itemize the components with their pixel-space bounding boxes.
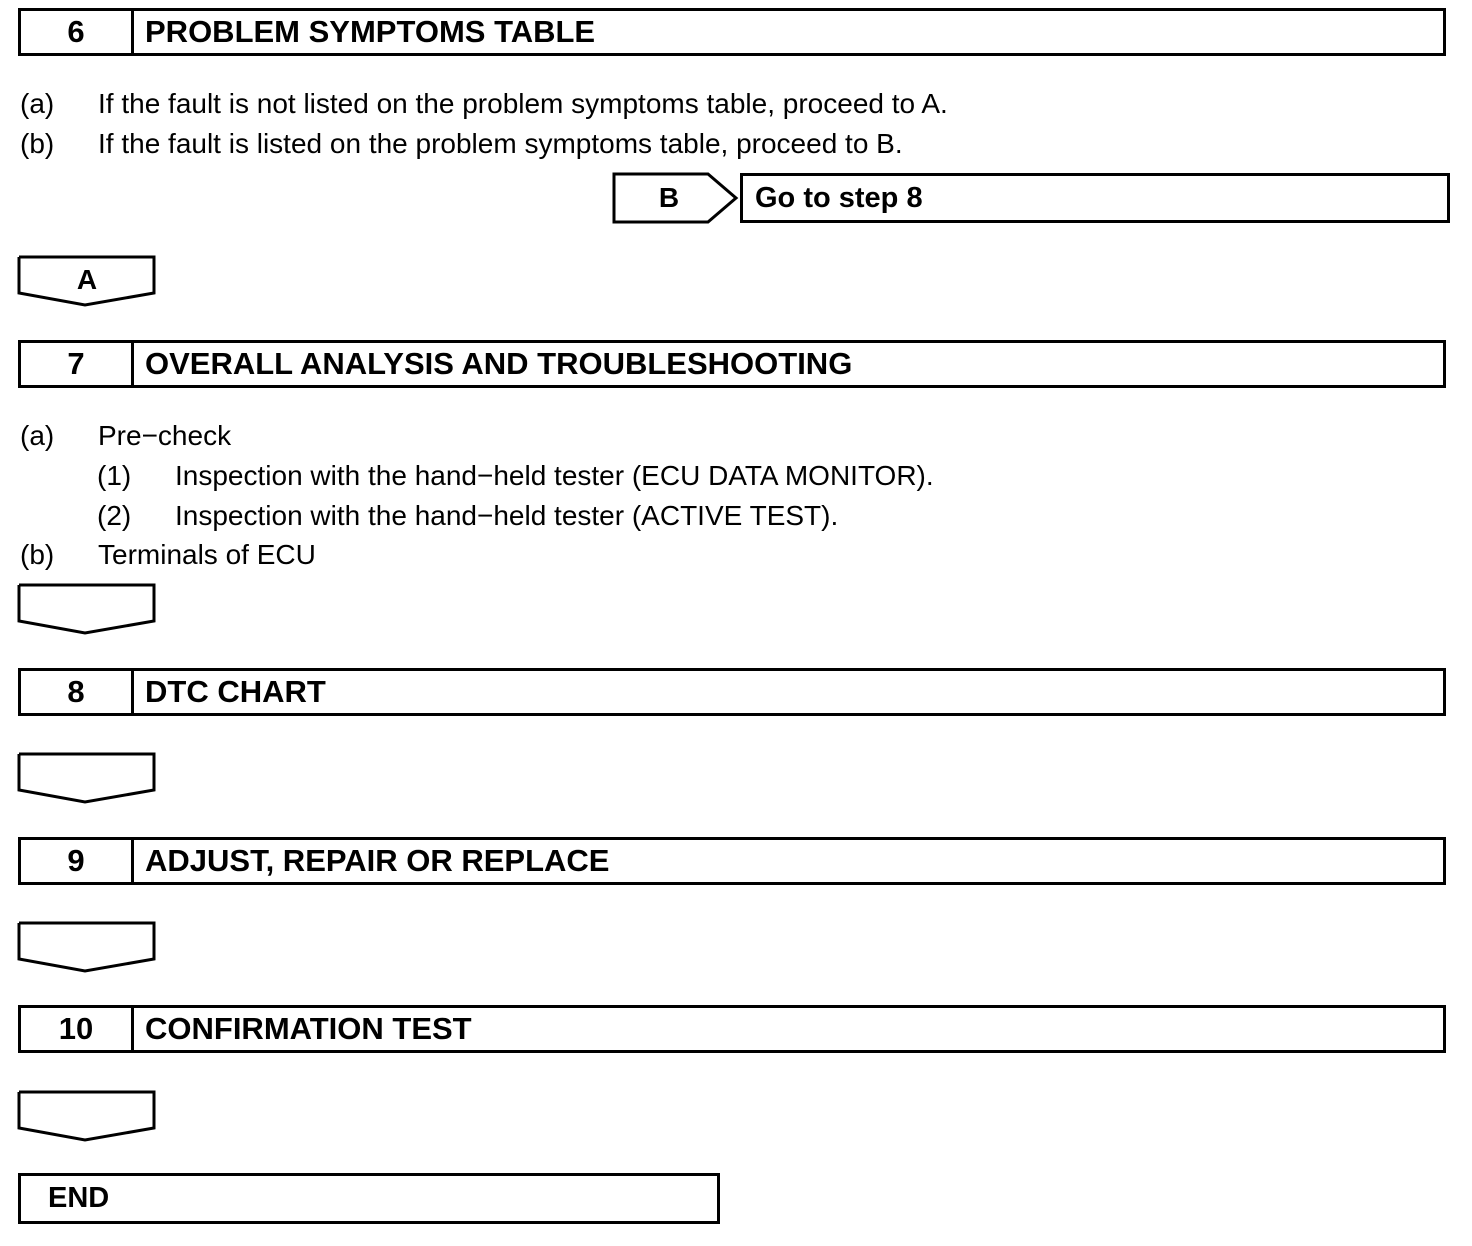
- step-8-header: [18, 668, 1446, 716]
- step-6-header: [18, 8, 1446, 56]
- step-title: DTC CHART: [145, 674, 326, 709]
- item-label: (a): [20, 420, 55, 451]
- step-title: CONFIRMATION TEST: [145, 1011, 472, 1046]
- flow-arrow: [17, 583, 157, 637]
- item-label: (a): [20, 88, 55, 119]
- flow-arrow: [17, 1090, 157, 1144]
- step-9-header: [18, 837, 1446, 885]
- step-number: 8: [21, 671, 134, 713]
- item-text: Terminals of ECU: [98, 539, 316, 570]
- step-number: 6: [21, 11, 134, 53]
- item-text: Inspection with the hand−held tester (ACTIVE TEST).: [175, 500, 839, 531]
- step-number: 7: [21, 343, 134, 385]
- item-text: Inspection with the hand−held tester (ECU DATA MONITOR).: [175, 460, 934, 491]
- end-box: END: [18, 1173, 720, 1224]
- step-number: 9: [21, 840, 134, 882]
- item-text: Pre−check: [98, 420, 232, 451]
- flow-arrow: [17, 921, 157, 975]
- flow-arrow: [17, 752, 157, 806]
- step-title: PROBLEM SYMPTOMS TABLE: [145, 14, 596, 49]
- item-label: (b): [20, 539, 55, 570]
- step-7-header: [18, 340, 1446, 388]
- branch-a-label: A: [76, 264, 98, 295]
- item-label: (b): [20, 128, 55, 159]
- item-label: (1): [97, 460, 132, 491]
- item-text: If the fault is not listed on the problem symptoms table, proceed to A.: [98, 88, 948, 119]
- item-label: (2): [97, 500, 132, 531]
- branch-b-label: B: [658, 182, 680, 213]
- goto-step-box: Go to step 8: [740, 173, 1450, 223]
- step-title: OVERALL ANALYSIS AND TROUBLESHOOTING: [145, 346, 853, 381]
- item-text: If the fault is listed on the problem symptoms table, proceed to B.: [98, 128, 903, 159]
- step-number: 10: [21, 1008, 134, 1050]
- step-10-header: [18, 1005, 1446, 1053]
- step-title: ADJUST, REPAIR OR REPLACE: [145, 843, 610, 878]
